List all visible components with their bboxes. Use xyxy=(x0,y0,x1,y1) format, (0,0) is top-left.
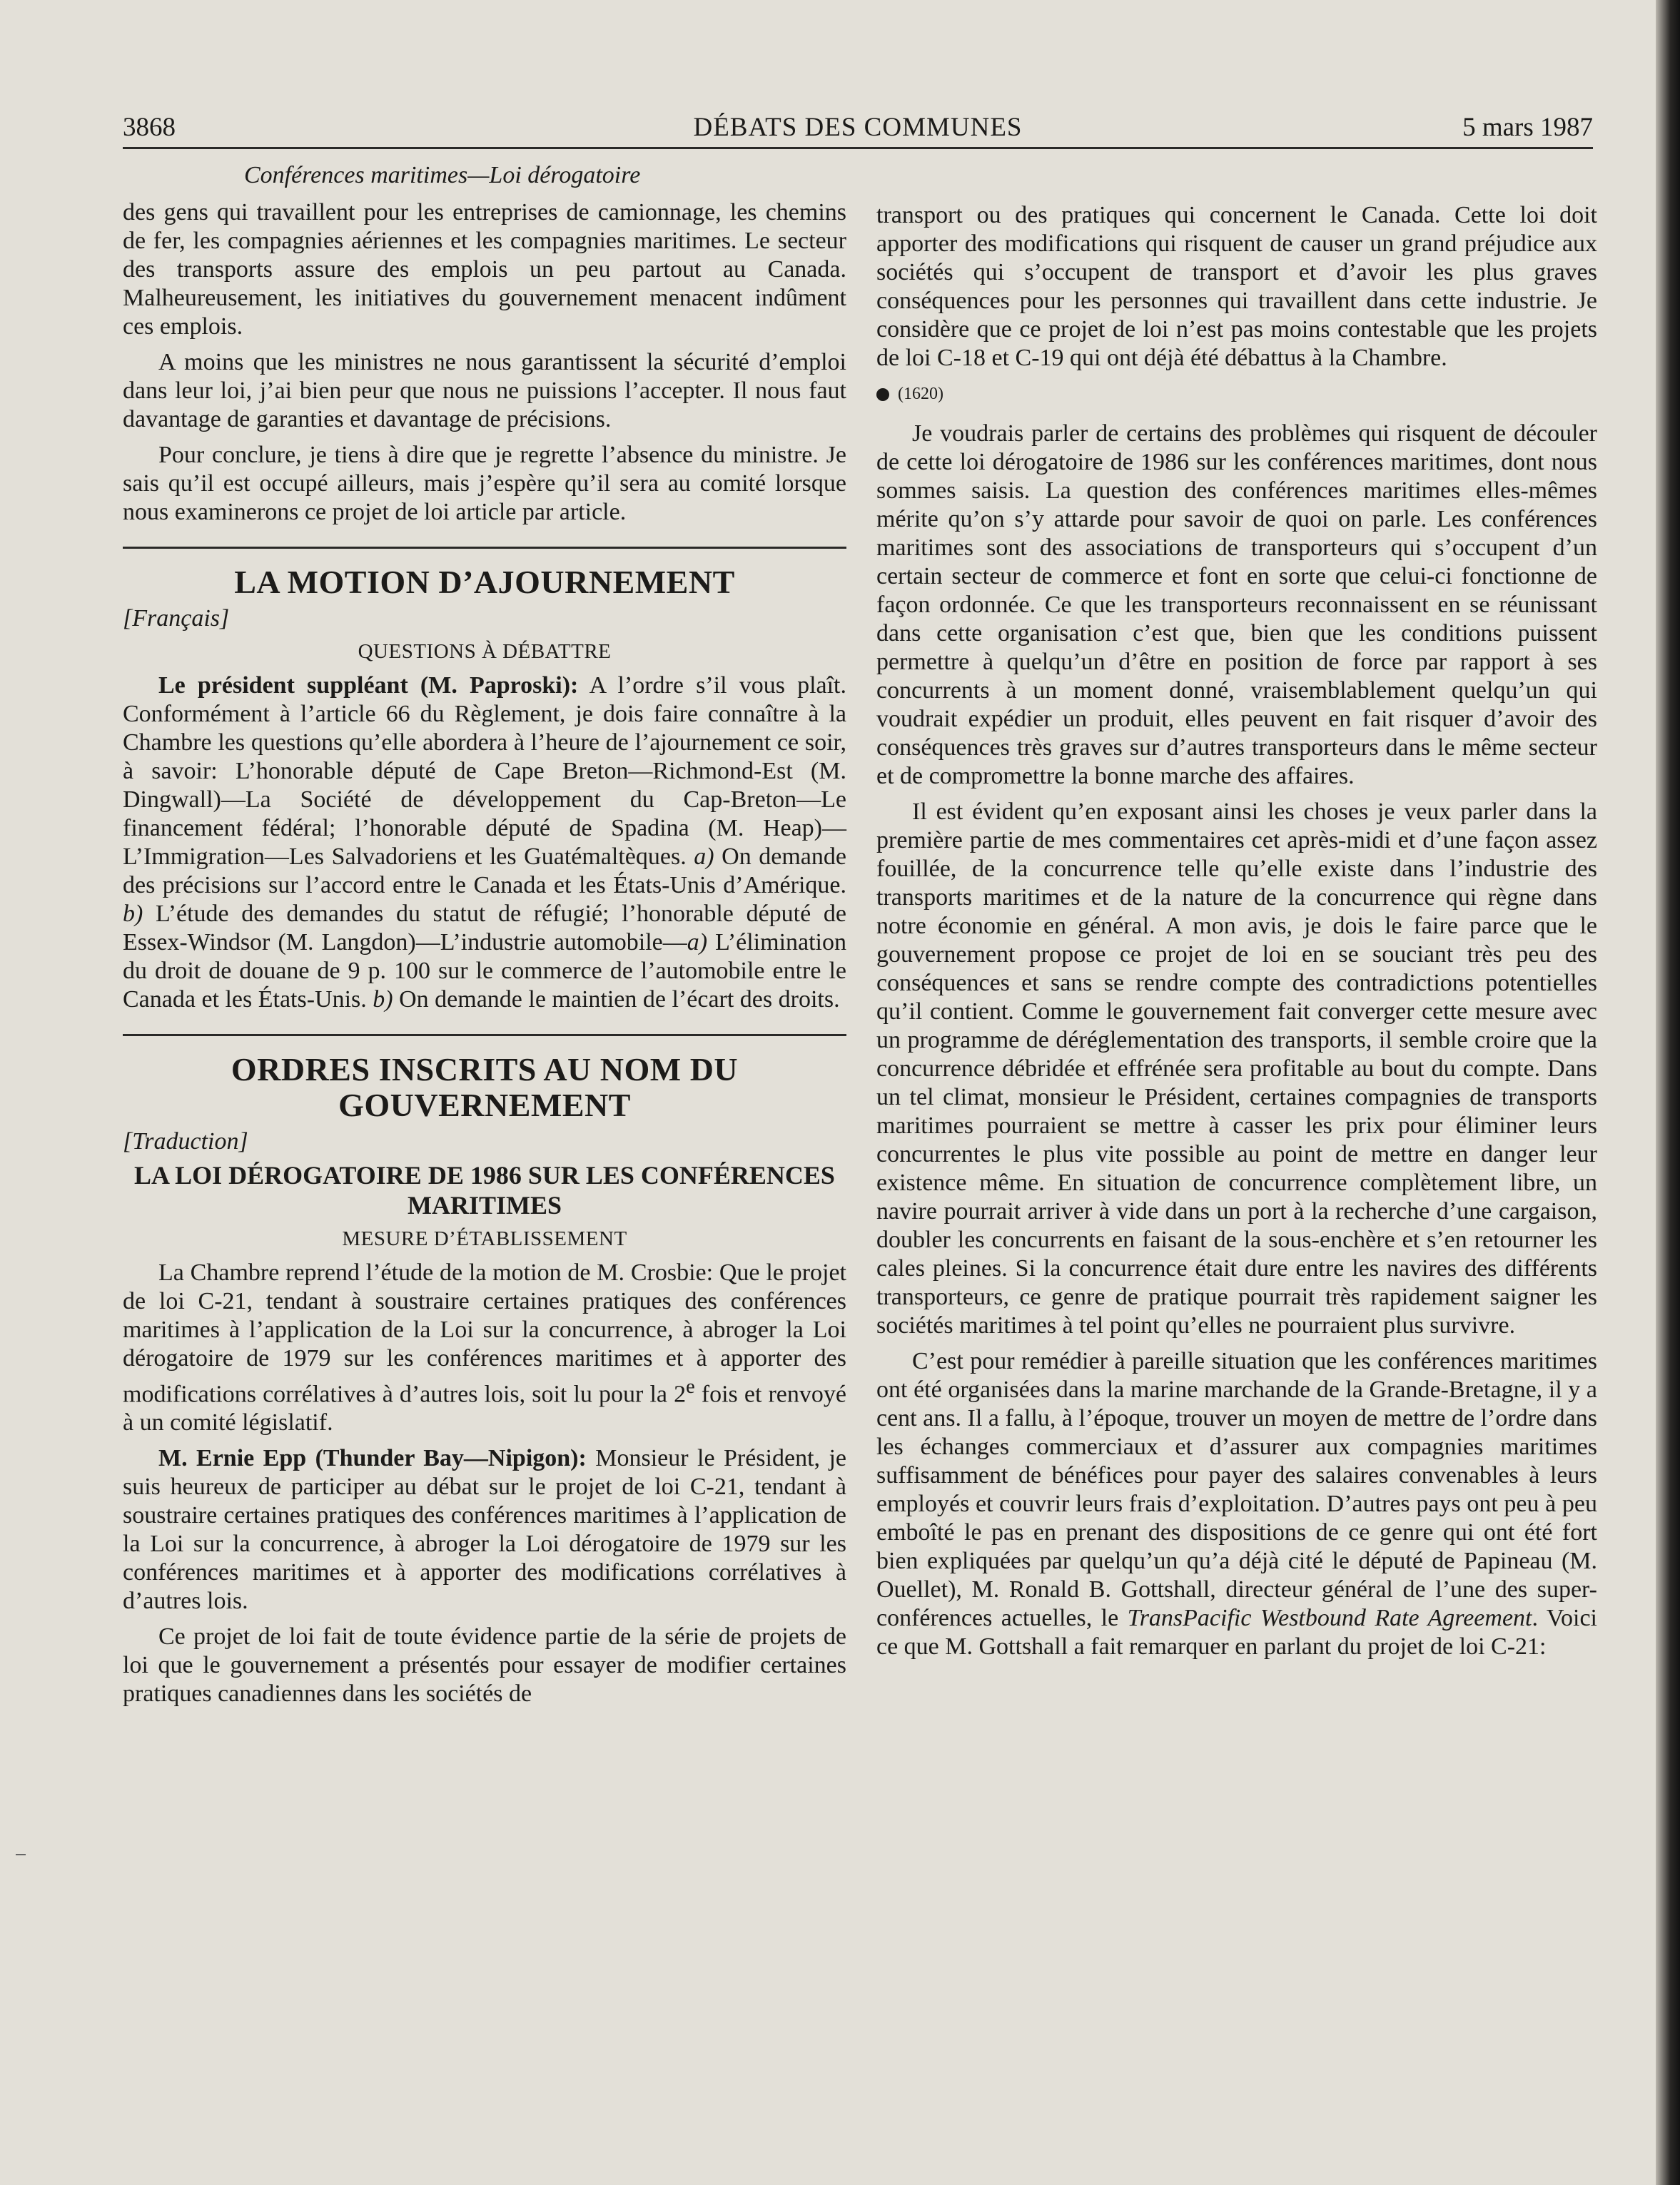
paragraph: Je voudrais parler de certains des problèmes qui risquent de découler de cette loi dérogatoire de 1986 sur les conférences maritimes, dont nous sommes saisis. La question des conférences maritimes elles-mêmes mérite qu’on s’y attarde pour savoir de quoi on parle. Les conférences maritimes sont des associations de transporteurs qui s’occupent d’un certain secteur de commerce et font en sorte que celui-ci fonctionne de façon ordonnée. Ce que les transporteurs reconnaissent en se réunissant dans cette organisation c’est que, bien que les conditions puissent permettre à quelqu’un d’être en position de force par rapport à ses concurrents à un moment donné, vraisemblablement quelqu’un qui voudrait expédier un produit, elles peuvent en fait risquer d’avoir des conséquences très graves sur d’autres transporteurs dans le même secteur et de compromettre la bonne marche des affaires. xyxy=(876,420,1597,789)
left-column xyxy=(123,161,846,1715)
language-note: [Traduction] xyxy=(123,1128,248,1155)
time-marker: (1620) xyxy=(876,380,1597,408)
section-divider xyxy=(123,547,846,549)
page-header xyxy=(123,107,1593,149)
right-column xyxy=(876,201,1597,1668)
paragraph: Pour conclure, je tiens à dire que je regrette l’absence du ministre. Je sais qu’il est occupé ailleurs, mais j’espère qu’il sera au comité lorsque nous examinerons ce projet de loi article par article. xyxy=(123,442,846,525)
paragraph: Il est évident qu’en exposant ainsi les choses je veux parler dans la première partie de mes commentaires cet après-midi et d’une façon assez fouillée, de la concurrence telle qu’elle existe dans l’industrie des transports maritimes et de la nature de la concurrence qui règne dans notre économie en général. A mon avis, je dois le faire parce que le gouvernement propose ce projet de loi en se souciant très peu des conséquences et sans se rendre compte des contradictions potentielles qu’il contient. Comme le gouvernement fait converger cette mesure avec un programme de déréglementation des transports, il semble croire que la concurrence débridée et effrénée sera profitable au bout du compte. Dans un tel climat, monsieur le Président, certaines compagnies de transports maritimes pourraient se mettre à casser les prix pour éliminer leurs concurrentes le plus vite possible au point de mettre en danger leur existence même. En situation de concurrence complètement libre, un navire pourrait arriver à vide dans un port à la recherche d’une cargaison, doubler les concurrents en faisant de la sous-enchère et s’en retourner les cales pleines. Si la concurrence était dure entre les navires des différents transporteurs, ce genre de pratique pourrait très rapidement saigner les sociétés maritimes à tel point qu’elles ne pourraient plus survivre. xyxy=(876,799,1597,1339)
paragraph: transport ou des pratiques qui concernent le Canada. Cette loi doit apporter des modifications qui risquent de causer un grand préjudice aux sociétés qui s’occupent de transport et d’avoir les plus graves conséquences pour les personnes qui travaillent dans cette industrie. Je considère que ce projet de loi n’est pas moins contestable que les projets de loi C-18 et C-19 qui ont déjà été débattus à la Chambre. xyxy=(876,202,1597,371)
paragraph: Ce projet de loi fait de toute évidence partie de la série de projets de loi que le gouvernement a présentés pour essayer de modifier certaines pratiques canadiennes dans les sociétés de xyxy=(123,1623,846,1708)
section-divider xyxy=(123,1034,846,1036)
bill-title: LA LOI DÉROGATOIRE DE 1986 SUR LES CONFÉRENCES MARITIMES xyxy=(134,1161,835,1220)
margin-mark xyxy=(16,1854,26,1855)
language-note: [Français] xyxy=(123,605,230,632)
speech-paragraph: Le président suppléant (M. Paproski): A l’ordre s’il vous plaît. Conformément à l’article 66 du Règlement, je dois faire connaître à la Chambre les questions qu’elle abordera à l’heure de l’ajournement ce soir, à savoir: L’honorable député de Cape Breton—Richmond-Est (M. Dingwall)—La Société de développement du Cap-Breton—Le financement fédéral; l’honorable député de Spadina (M. Heap)—L’Immigration—Les Salvadoriens et les Guatémaltèques. a) On demande des précisions sur l’accord entre le Canada et les États-Unis d’Amérique. b) L’étude des demandes du statut de réfugié; l’honorable député de Essex-Windsor (M. Langdon)—L’industrie automobile—a) L’élimination du droit de douane de 9 p. 100 sur le commerce de l’automobile entre le Canada et les États-Unis. b) On demande le maintien de l’écart des droits. xyxy=(123,672,846,1013)
subheading: MESURE D’ÉTABLISSEMENT xyxy=(342,1227,627,1250)
section-heading-adjournment: LA MOTION D’AJOURNEMENT xyxy=(234,564,735,600)
speaker-name: Le président suppléant (M. Paproski): xyxy=(158,672,579,699)
paragraph: C’est pour remédier à pareille situation que les conférences maritimes ont été organisées dans la marine marchande de la Grande-Bretagne, il y a cent ans. Il a fallu, à l’époque, trouver un moyen de mettre de l’ordre dans les échanges commerciaux et d’assurer aux compagnies maritimes suffisamment de bénéfices pour payer des salaires convenables à leurs employés et couvrir leurs frais d’exploitation. D’autres pays ont peu à peu emboîté le pas en prenant des dispositions de ce genre qui ont été fort bien expliquées par quelqu’un qu’a déjà cité le député de Papineau (M. Ouellet), M. Ronald B. Gottshall, directeur général de l’une des super-conférences actuelles, le TransPacific Westbound Rate Agreement. Voici ce que M. Gottshall a fait remarquer en parlant du projet de loi C-21: xyxy=(876,1348,1597,1660)
page-edge xyxy=(1656,0,1680,2185)
issue-date: 5 mars 1987 xyxy=(1462,113,1593,142)
page-number: 3868 xyxy=(123,113,176,142)
running-title: Conférences maritimes—Loi dérogatoire xyxy=(244,162,641,188)
subheading: QUESTIONS À DÉBATTRE xyxy=(358,640,612,663)
speech-paragraph: M. Ernie Epp (Thunder Bay—Nipigon): Monsieur le Président, je suis heureux de participer au débat sur le projet de loi C-21, tendant à soustraire certaines pratiques des conférences maritimes à l’application de la Loi sur la concurrence, à abroger la Loi dérogatoire de 1979 sur les conférences maritimes et à apporter des modifications corrélatives à d’autres lois. xyxy=(123,1445,846,1615)
paragraph: A moins que les ministres ne nous garantissent la sécurité d’emploi dans leur loi, j’ai bien peur que nous ne puissions l’accepter. Il nous faut davantage de garanties et davantage de précisions. xyxy=(123,349,846,432)
section-heading-government-orders: ORDRES INSCRITS AU NOM DU GOUVERNEMENT xyxy=(231,1051,739,1123)
paragraph: des gens qui travaillent pour les entreprises de camionnage, les chemins de fer, les compagnies aériennes et les compagnies maritimes. Le secteur des transports assure des emplois un peu partout au Canada. Malheureusement, les initiatives du gouvernement menacent indûment ces emplois. xyxy=(123,199,846,340)
motion-paragraph: La Chambre reprend l’étude de la motion de M. Crosbie: Que le projet de loi C-21, tendant à soustraire certaines pratiques des conférences maritimes à l’application de la Loi sur la concurrence, à abroger la Loi dérogatoire de 1979 sur les conférences maritimes et à apporter des modifications corrélatives à d’autres lois, soit lu pour la 2e fois et renvoyé à un comité législatif. xyxy=(123,1259,846,1436)
bullet-icon xyxy=(876,388,889,401)
publication-title: DÉBATS DES COMMUNES xyxy=(693,113,1023,142)
speaker-name: M. Ernie Epp (Thunder Bay—Nipigon): xyxy=(158,1445,587,1472)
